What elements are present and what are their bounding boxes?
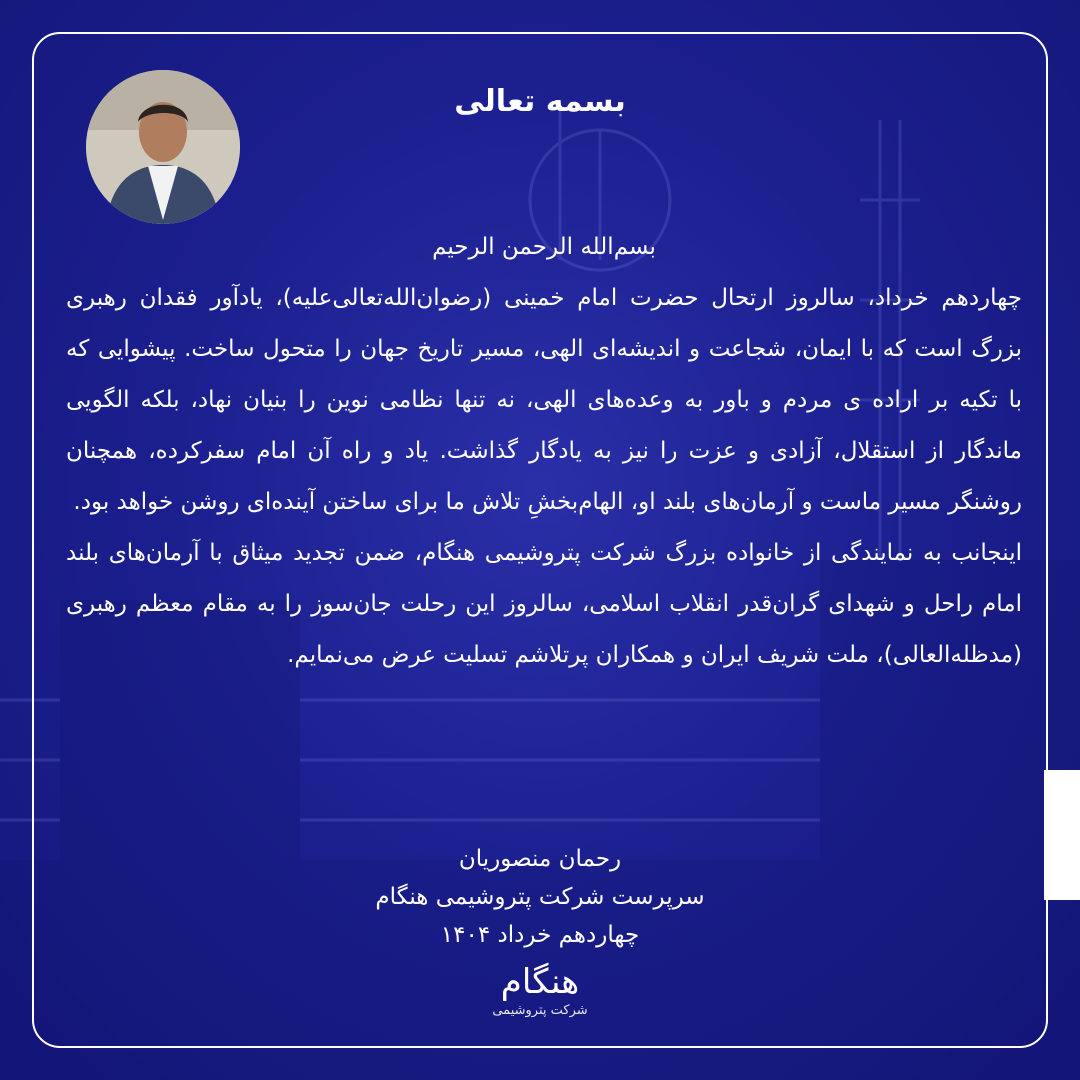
avatar [86,70,240,224]
signature-block [240,840,840,954]
letter-body [66,222,1022,681]
letter-paragraph-2: اینجانب به نمایندگی از خانواده بزرگ شرکت پتروشیمی هنگام، ضمن تجدید میثاق با آرمان‌های بلند امام راحل و شهدای گران‌قدر انقلاب اسلامی، سالروز این رحلت جان‌سوز را به مقام معظم رهبری (مدظله‌العالی)، ملت شریف ایران و همکاران پرتلاشم تسلیت عرض می‌نمایم. [66,540,1022,668]
page-title: بسمه تعالی [454,84,626,119]
logo-brand: هنگام [500,962,580,1002]
signature-date: چهاردهم خرداد ۱۴۰۴ [440,922,640,948]
signer-position: سرپرست شرکت پتروشیمی هنگام [375,884,705,910]
company-logo [440,962,640,1020]
letter-paragraph-1: چهاردهم خرداد، سالروز ارتحال حضرت امام خمینی (رضوان‌الله‌تعالی‌علیه)، یادآور فقدان رهبری بزرگ است که با ایمان، شجاعت و اندیشه‌ای الهی، مسیر تاریخ جهان را متحول ساخت. پیشوایی که با تکیه بر اراده ی مردم و باور به وعده‌های الهی، نه تنها نظامی نوین را بنیان نهاد، بلکه الگویی ماندگار از استقلال، آزادی و عزت را نیز به یادگار گذاشت. یاد و راه آن امام سفرکرده، همچنان روشنگر مسیر ماست و آرمان‌های بلند او، الهام‌بخشِ تلاش ما برای ساختن آینده‌ای روشن خواهد بود. [66,285,1022,515]
frame-edge-marker [1044,770,1080,900]
logo-subtitle: شرکت پتروشیمی [492,1003,588,1018]
basmala: بسم‌الله الرحمن الرحیم [432,234,656,260]
signer-name: رحمان منصوریان [458,846,622,872]
